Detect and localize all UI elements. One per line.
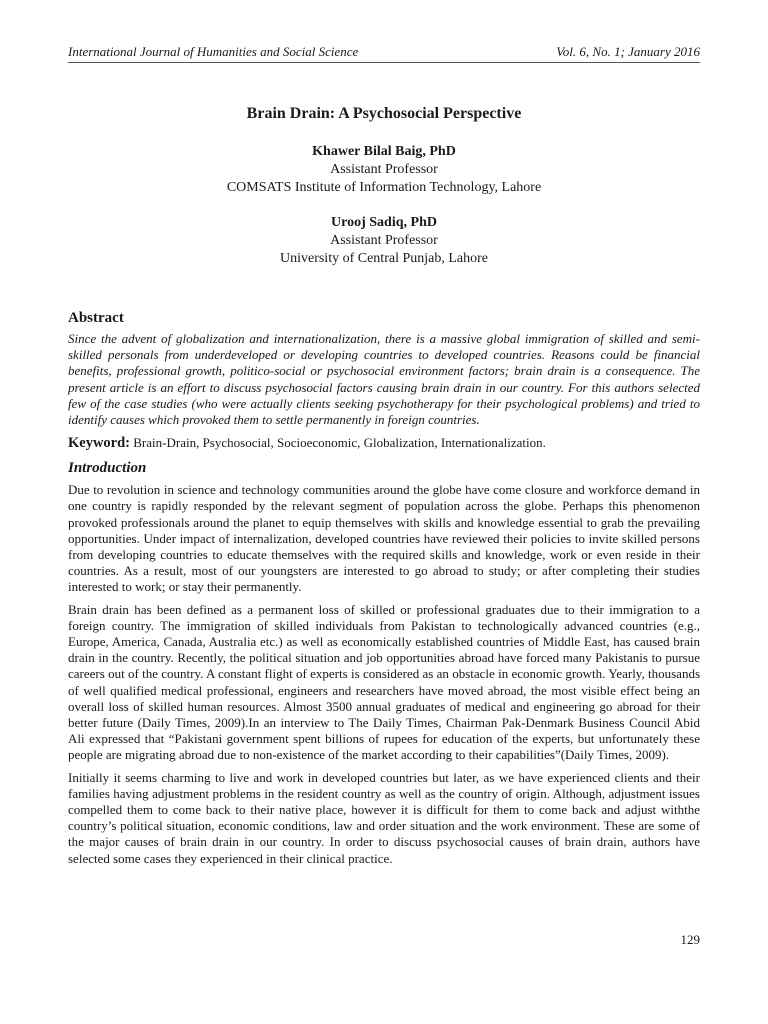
keywords-label: Keyword: [68, 435, 131, 452]
author-block-1 [68, 143, 700, 197]
introduction-heading: Introduction [68, 460, 147, 477]
body-paragraph-3: Initially it seems charming to live and work in developed countries but later, as we have experienced clients and their families having adjustment problems in the resident country as well as the country of origin. Although, adjustment issues compelled them to come back to their native place, however it is difficult for them to come back and adjust withthe country’s political situation, economic conditions, law and order situation and the work environment. These are some of the major causes of brain drain in our country. In order to discuss psychosocial causes of brain drain, authors have selected some cases they experienced in their clinical practice. [68, 769, 700, 866]
body-paragraph-2: Brain drain has been defined as a permanent loss of skilled or professional graduates due to their immigration to a foreign country. The immigration of skilled individuals from Pakistan to technologically advanced countries (e.g., Europe, America, Canada, Australia etc.) as well as economically established countries of Middle East, has caused brain drain in the country. Recently, the political situation and job opportunities abroad have forced many Pakistanis to pursue careers out of the country. A constant flight of experts is considered as an obstacle in economic growth. Yearly, thousands of well qualified medical professional, engineers and researchers have moved abroad, the most visible effect being an overall loss of skilled human resources. Almost 3500 annual graduates of medical and engineering go abroad for their better future (Daily Times, 2009).In an interview to The Daily Times, Chairman Pak-Denmark Business Council Abid Ali expressed that “Pakistani government spent billions of rupees for education of the experts, but unfortunately these people are migrating abroad due to non-existence of the market according to their capabilities”(Daily Times, 2009). [68, 601, 700, 763]
abstract-text: Since the advent of globalization and internationalization, there is a massive global immigration of skilled and semi-skilled personals from underdeveloped or developing countries to developed countries. Reasons could be financial benefits, professional growth, politico-social or psychosocial environment factors; brain drain is a consequence. The present article is an effort to discuss psychosocial factors causing brain drain in our country. For this authors selected few of the case studies (who were actually clients seeking psychotherapy for their psychological problems) and tried to identify causes which provoked them to settle permanently in foreign countries. [68, 331, 700, 428]
body-paragraph-1: Due to revolution in science and technology communities around the globe have come closure and workforce demand in one country is rapidly responded by the relevant segment of population across the globe. Perhaps this phenomenon provoked professionals around the planet to equip themselves with skills and knowledge essential to grab the prevailing opportunities. Under impact of internalization, developed countries have reviewed their policies to invite skilled persons from developing countries to educate themselves with the required skills and knowledge, work or even reside in their countries. As a result, most of our youngsters are interested to go abroad to study; or after completing their studies interested to work; or stay their permanently. [68, 482, 700, 595]
author-affiliation: University of Central Punjab, Lahore [279, 251, 488, 266]
author-position: Assistant Professor [330, 233, 438, 248]
abstract-heading: Abstract [68, 310, 124, 326]
author-position: Assistant Professor [330, 162, 438, 177]
page-number: 129 [680, 932, 700, 947]
article-title: Brain Drain: A Psychosocial Perspective [246, 105, 522, 122]
journal-name: International Journal of Humanities and Social Science [68, 44, 359, 59]
author-name: Khawer Bilal Baig, PhD [312, 144, 456, 159]
author-affiliation: COMSATS Institute of Information Technology, Lahore [226, 180, 542, 195]
keywords [68, 435, 700, 452]
volume-info: Vol. 6, No. 1; January 2016 [556, 44, 700, 59]
author-block-2 [68, 214, 700, 268]
author-name: Urooj Sadiq, PhD [331, 215, 437, 230]
running-header [68, 44, 700, 63]
keywords-text: Brain-Drain, Psychosocial, Socioeconomic, Globalization, Internationalization. [130, 435, 546, 451]
